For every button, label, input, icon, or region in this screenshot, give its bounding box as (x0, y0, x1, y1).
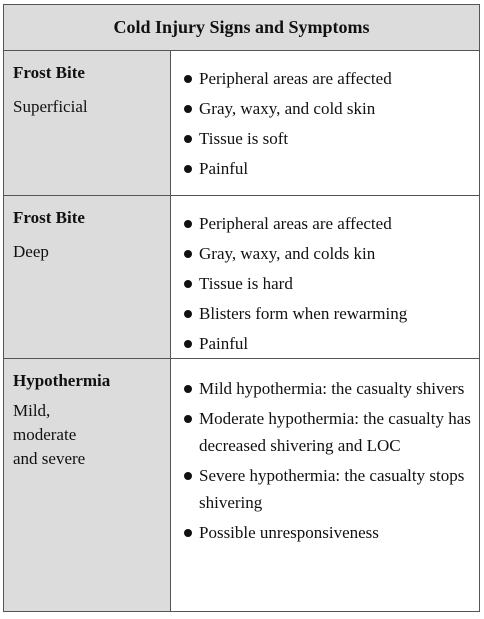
condition-title: Hypothermia (13, 371, 111, 390)
table-row-hypothermia (4, 359, 479, 611)
condition-subtitle: Superficial (13, 97, 88, 116)
condition-cell (4, 51, 171, 195)
bullet-icon (184, 529, 192, 537)
symptoms-cell (171, 196, 479, 358)
symptom-list (183, 210, 471, 357)
bullet-icon (184, 135, 192, 143)
bullet-icon (184, 220, 192, 228)
list-item: Painful (183, 330, 471, 357)
condition-cell (4, 196, 171, 358)
condition-title: Frost Bite (13, 63, 85, 82)
symptom-list (183, 65, 471, 182)
list-item: Peripheral areas are affected (183, 65, 471, 92)
condition-cell (4, 359, 171, 611)
table-title: Cold Injury Signs and Symptoms (113, 17, 370, 37)
list-item: Gray, waxy, and cold skin (183, 95, 471, 122)
list-item: Peripheral areas are affected (183, 210, 471, 237)
list-item: Mild hypothermia: the casualty shivers (183, 375, 471, 402)
table-row-frostbite-superficial (4, 51, 479, 196)
list-item: Gray, waxy, and colds kin (183, 240, 471, 267)
condition-title: Frost Bite (13, 208, 85, 227)
list-item: Moderate hypothermia: the casualty has decreased shivering and LOC (183, 405, 471, 459)
bullet-icon (184, 250, 192, 258)
cold-injury-table (3, 4, 480, 612)
bullet-icon (184, 385, 192, 393)
bullet-icon (184, 75, 192, 83)
table-header (4, 5, 479, 51)
bullet-icon (184, 340, 192, 348)
list-item: Possible unresponsiveness (183, 519, 471, 546)
table-row-frostbite-deep (4, 196, 479, 359)
bullet-icon (184, 472, 192, 480)
condition-subtitle: Deep (13, 242, 49, 261)
bullet-icon (184, 165, 192, 173)
condition-subtitle: Mild, moderate and severe (13, 401, 86, 468)
symptoms-cell (171, 359, 479, 611)
symptom-list (183, 375, 471, 546)
list-item: Blisters form when rewarming (183, 300, 471, 327)
list-item: Tissue is hard (183, 270, 471, 297)
bullet-icon (184, 280, 192, 288)
bullet-icon (184, 105, 192, 113)
list-item: Tissue is soft (183, 125, 471, 152)
list-item: Severe hypothermia: the casualty stops shivering (183, 462, 471, 516)
bullet-icon (184, 310, 192, 318)
symptoms-cell (171, 51, 479, 195)
bullet-icon (184, 415, 192, 423)
list-item: Painful (183, 155, 471, 182)
